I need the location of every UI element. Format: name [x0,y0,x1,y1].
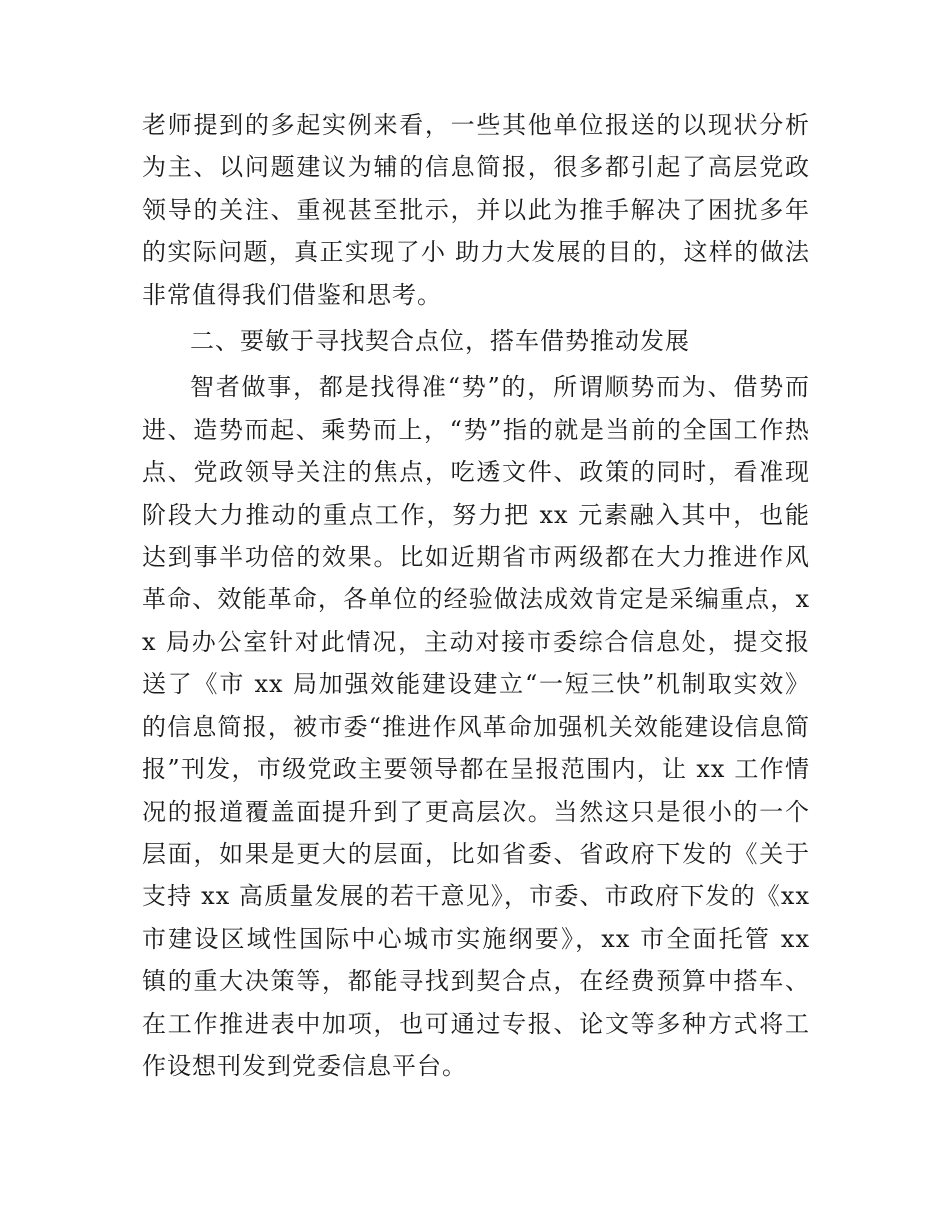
paragraph-continuation: 老师提到的多起实例来看，一些其他单位报送的以现状分析为主、以问题建议为辅的信息简报，很多都引起了高层党政领导的关注、重视甚至批示，并以此为推手解决了困扰多年的实际问题，真正实现了小 助力大发展的目的，这样的做法非常值得我们借鉴和思考。 [142,111,810,309]
section-heading: 二、要敏于寻找契合点位，搭车借势推动发展 [190,327,690,356]
document-body [142,104,810,1087]
paragraph-body: 智者做事，都是找得准“势”的，所谓顺势而为、借势而进、造势而起、乘势而上，“势”指的就是当前的全国工作热点、党政领导关注的焦点，吃透文件、政策的同时，看准现阶段大力推动的重点工作，努力把 xx 元素融入其中，也能达到事半功倍的效果。比如近期省市两级都在大力推进作风革命、效能革命，各单位的经验做法成效肯定是采编重点，xx 局办公室针对此情况，主动对接市委综合信息处，提交报送了《市 xx 局加强效能建设建立“一短三快”机制取实效》的信息简报，被市委“推进作风革命加强机关效能建设信息简报”刊发，市级党政主要领导都在呈报范围内，让 xx 工作情况的报道覆盖面提升到了更高层次。当然这只是很小的一个层面，如果是更大的层面，比如省委、省政府下发的《关于支持 xx 高质量发展的若干意见》，市委、市政府下发的《xx 市建设区域性国际中心城市实施纲要》，xx 市全面托管 xx 镇的重大决策等，都能寻找到契合点，在经费预算中搭车、在工作推进表中加项，也可通过专报、论文等多种方式将工作设想刊发到党委信息平台。 [142,373,810,1080]
